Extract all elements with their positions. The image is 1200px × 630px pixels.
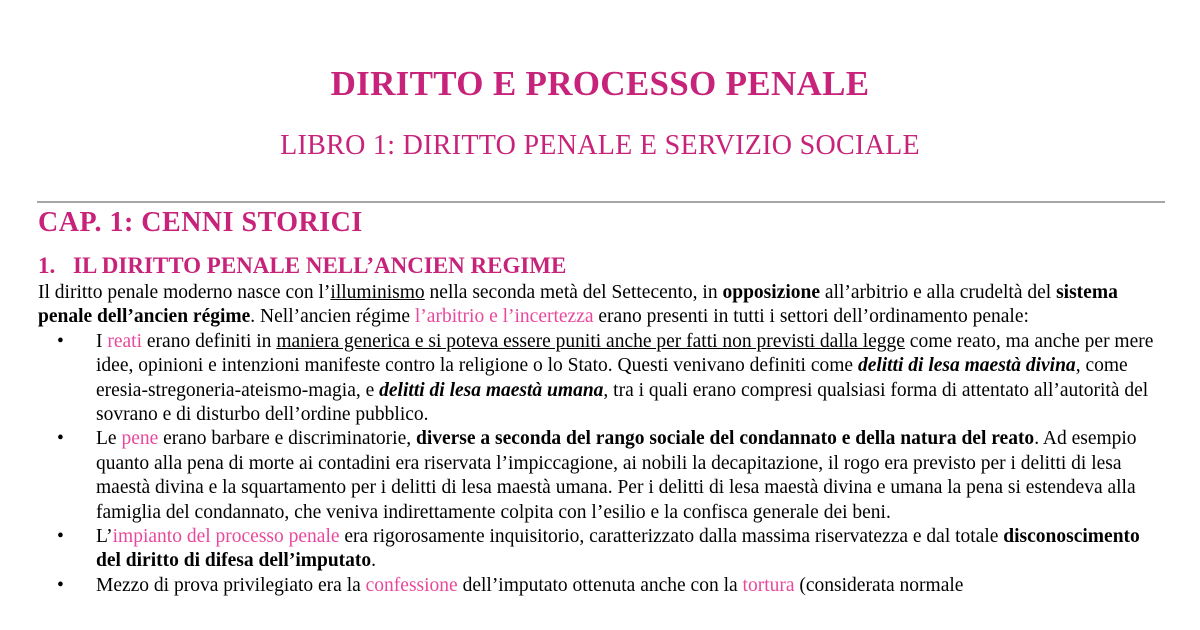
- chapter-heading: CAP. 1: CENNI STORICI: [38, 207, 363, 238]
- intro-text: Il diritto penale moderno nasce con l’: [38, 282, 331, 303]
- document-body: [38, 281, 1162, 598]
- item-text: erano definiti in: [142, 330, 277, 352]
- document-subtitle: LIBRO 1: DIRITTO PENALE E SERVIZIO SOCIALE: [280, 130, 920, 161]
- intro-underlined-text: illuminismo: [330, 282, 425, 303]
- bold-text: diverse a seconda del rango sociale del condannato e della natura del reato: [415, 428, 1035, 450]
- bullet-icon: •: [57, 526, 64, 548]
- highlighted-term: impianto del processo penale: [112, 526, 340, 548]
- list-item: [38, 427, 1162, 525]
- item-text: Mezzo di prova privilegiato era la: [96, 574, 366, 596]
- bullet-icon: •: [57, 330, 64, 352]
- intro-paragraph: [38, 281, 1162, 330]
- intro-text: nella seconda metà del Settecento, in: [424, 282, 723, 303]
- highlighted-term: pene: [121, 428, 159, 450]
- document-title: DIRITTO E PROCESSO PENALE: [330, 64, 870, 103]
- bullet-icon: •: [57, 574, 64, 596]
- item-text: I: [96, 330, 108, 352]
- bold-text: disconoscimento del diritto di difesa dell’imputato: [96, 526, 1140, 572]
- section-title: IL DIRITTO PENALE NELL’ANCIEN REGIME: [73, 253, 567, 278]
- highlighted-term: tortura: [742, 574, 795, 596]
- item-text: , come eresia-stregoneria-ateismo-magia, e: [96, 355, 1128, 401]
- section-number: 1.: [38, 253, 56, 278]
- underlined-text: maniera generica e si poteva essere puniti anche per fatti non previsti dalla legge: [276, 330, 905, 352]
- intro-text: . Nell’ancien régime: [250, 306, 415, 328]
- item-text: erano barbare e discriminatorie,: [158, 428, 416, 450]
- highlighted-term: confessione: [365, 574, 458, 596]
- item-text: .: [371, 550, 377, 572]
- item-text: Le: [96, 428, 122, 450]
- item-text: era rigorosamente inquisitorio, caratterizzato dalla massima riservatezza e dal totale: [339, 526, 1004, 548]
- section-heading: [38, 253, 566, 279]
- list-item: [38, 574, 1162, 598]
- item-text: . Ad esempio quanto alla pena di morte ai contadini era riservata l’impiccagione, ai nobili la decapitazione, il rogo era previsto per i delitti di lesa maestà divina e la squartamento per i delitti di lesa maestà umana. Per i delitti di lesa maestà divina e umana la pena si estendeva alla famiglia del condannato, che veniva indirettamente colpita con l’esilio e la confisca generale dei beni.: [96, 428, 1137, 523]
- intro-text: erano presenti in tutti i settori dell’ordinamento penale:: [593, 306, 1029, 328]
- intro-bold-text: sistema penale dell’ancien régime: [38, 282, 1118, 328]
- bold-italic-text: delitti di lesa maestà divina: [857, 355, 1076, 377]
- intro-bold-text: opposizione: [722, 282, 821, 303]
- horizontal-divider: [37, 201, 1165, 203]
- highlighted-term: reati: [107, 330, 143, 352]
- list-item: [38, 330, 1162, 428]
- item-text: (considerata normale: [794, 574, 964, 596]
- intro-highlighted-text: l’arbitrio e l’incertezza: [414, 306, 594, 328]
- intro-text: all’arbitrio e alla crudeltà del: [820, 282, 1057, 303]
- item-text: , tra i quali erano compresi qualsiasi forma di attentato all’autorità del sovrano e di disturbo dell’ordine pubblico.: [96, 379, 1149, 426]
- bullet-list: [38, 330, 1162, 598]
- list-item: [38, 525, 1162, 574]
- bold-italic-text: delitti di lesa maestà umana: [379, 379, 604, 401]
- item-text: L’: [96, 526, 113, 548]
- bullet-icon: •: [57, 428, 64, 450]
- item-text: dell’imputato ottenuta anche con la: [457, 574, 743, 596]
- item-text: come reato, ma anche per mere idee, opinioni e intenzioni manifeste contro la religione o lo Stato. Questi venivano definiti come: [96, 330, 1154, 377]
